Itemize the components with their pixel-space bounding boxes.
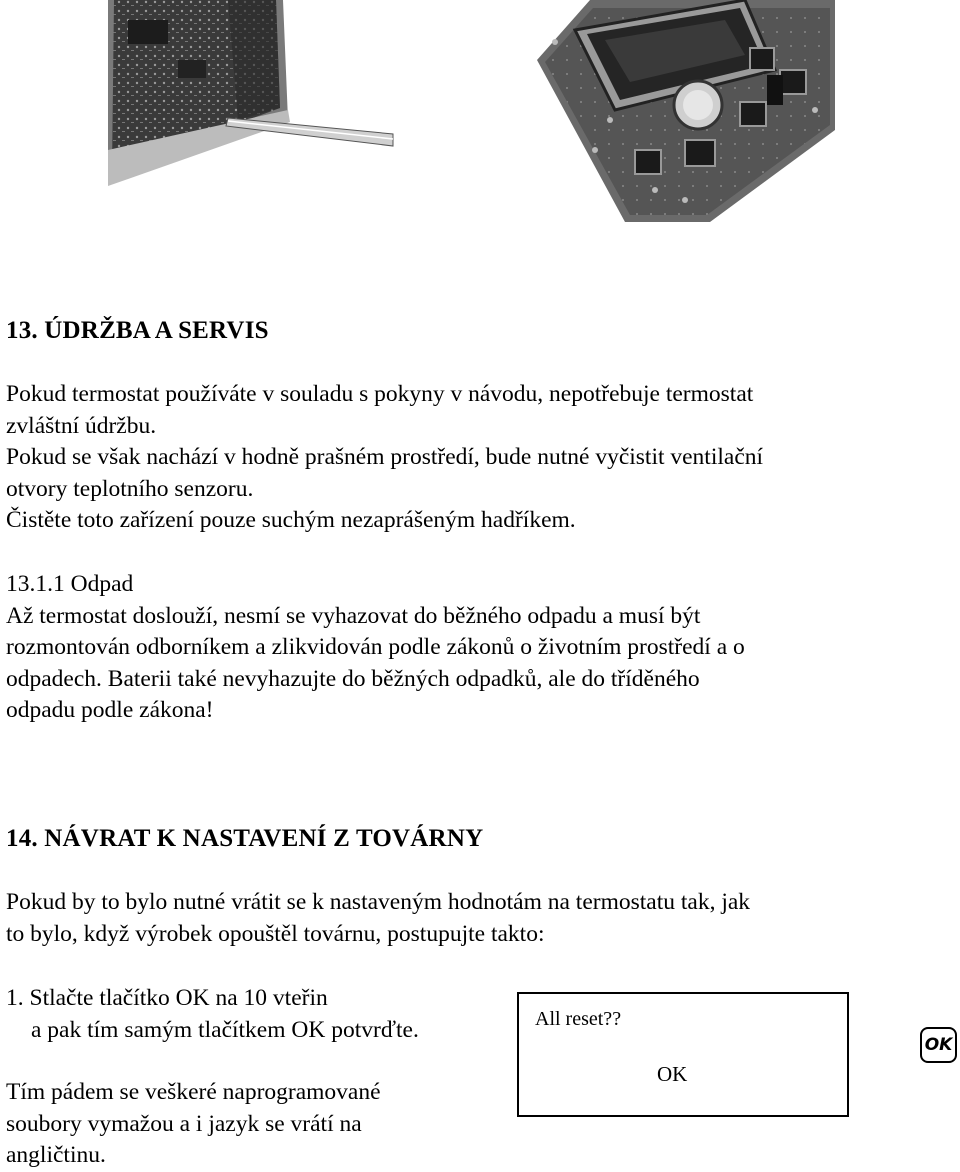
display-all-reset — [517, 992, 849, 1117]
waste-subsection: 13.1.1 Odpad Až termostat doslouží, nesmí se vyhazovat do běžného odpadu a musí být rozmontován odborníkem a zlikvidován podle zákonů o životním prostředí a o odpadech. Baterii také nevyhazujte do běžných odpadků, ale do tříděného odpadu podle zákona! — [6, 571, 745, 723]
ok-key-icon: OK — [920, 1027, 957, 1063]
section14-intro: Pokud by to bylo nutné vrátit se k nastaveným hodnotám na termostatu tak, jak to bylo, když výrobek opouštěl továrnu, postupujte takto: — [6, 889, 751, 947]
display-ok-label: OK — [657, 1062, 688, 1086]
reset-result: Tím pádem se veškeré naprogramované soubory vymažou a i jazyk se vrátí na angličtinu. — [6, 1079, 381, 1168]
pcb-display-photo — [535, 0, 840, 222]
section13-title: 13. ÚDRŽBA A SERVIS — [6, 317, 269, 344]
reset-step: 1. Stlačte tlačítko OK na 10 vteřin a pak tím samým tlačítkem OK potvrďte. — [6, 985, 419, 1043]
waste-subsection-title: 13.1.1 Odpad — [6, 571, 134, 597]
section14-title: 14. NÁVRAT K NASTAVENÍ Z TOVÁRNY — [6, 825, 484, 852]
pcb-screwdriver-photo — [108, 0, 398, 190]
display-title: All reset?? — [535, 1008, 622, 1030]
section13-paragraph: Pokud termostat používáte v souladu s pokyny v návodu, nepotřebuje termostat zvláštní údržbu. Pokud se však nachází v hodně prašném prostředí, bude nutné vyčistit ventilační otvory teplotního senzoru. Čistěte toto zařízení pouze suchým nezaprášeným hadříkem. — [6, 381, 764, 533]
